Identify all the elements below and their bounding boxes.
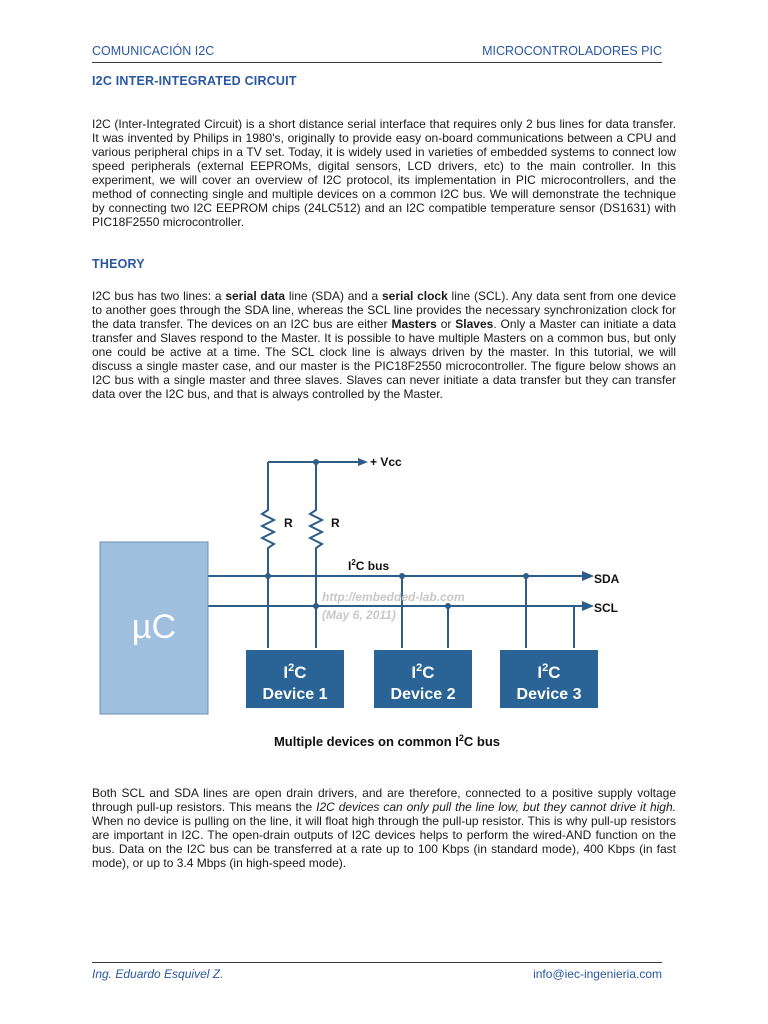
watermark-date: (May 6, 2011) — [322, 608, 396, 622]
sda-arrowhead — [582, 571, 594, 581]
resistor-2-label: R — [331, 516, 340, 530]
header-right-title: MICROCONTROLADORES PIC — [482, 44, 662, 58]
device-1-title: $I^2C$ — [283, 662, 307, 682]
device-3-name: Device 3 — [516, 686, 582, 703]
i2c-bus-diagram — [92, 446, 682, 756]
microcontroller-label: µC — [131, 608, 177, 646]
device-2-name: Device 2 — [390, 686, 456, 703]
pullup-resistor-1 — [262, 506, 274, 576]
closing-paragraph: Both SCL and SDA lines are open drain drivers, and are therefore, connected to a positive supply voltage through pull-up resistors. This means the I2C devices can only pull the line low, but they cannot drive it high. When no device is pulling on the line, it will float high through the pull-up resistor. This is why pull-up resistors are important in I2C. The open-drain outputs of I2C devices helps to perform the wired-AND function on the bus. Data on the I2C bus can be transferred at a rate up to 100 Kbps (in standard mode), 400 Kbps (in fast mode), or up to 3.4 Mbps (in high-speed mode). — [92, 786, 676, 870]
pullup-resistor-2 — [310, 506, 322, 606]
theory-heading: THEORY — [92, 257, 145, 271]
device-2-title: $I^2C$ — [411, 662, 435, 682]
footer-author: Ing. Eduardo Esquivel Z. — [92, 967, 224, 981]
theory-paragraph: I2C bus has two lines: a serial data line (SDA) and a serial clock line (SCL). Any data sent from one device to another goes through the SDA line, whereas the SCL line provides the necessary synchronization clock for the data transfer. The devices on an I2C bus are either Masters or Slaves. Only a Master can initiate a data transfer and Slaves respond to the Master. It is possible to have multiple Masters on a common bus, but only one could be active at a time. The SCL clock line is always driven by the master. In this tutorial, we will discuss a single master case, and our master is the PIC18F2550 microcontroller. The figure below shows an I2C bus with a single master and three slaves. Slaves can never initiate a data transfer but they can transfer data over the I2C bus, and that is always controlled by the Master. — [92, 289, 677, 401]
resistor-1-label: R — [284, 516, 293, 530]
device-1-name: Device 1 — [262, 686, 328, 703]
vcc-label: + Vcc — [370, 455, 402, 469]
watermark-url: http://embedded-lab.com — [322, 590, 465, 604]
scl-label: SCL — [594, 601, 618, 615]
scl-arrowhead — [582, 601, 594, 611]
device-3-title: $I^2C$ — [537, 662, 561, 682]
header-left-title: COMUNICACIÓN I2C — [92, 44, 215, 58]
page-header — [92, 42, 662, 63]
vcc-arrowhead — [358, 458, 368, 466]
bus-label: $I^2C$ bus — [348, 558, 390, 573]
document-title: I2C INTER-INTEGRATED CIRCUIT — [92, 74, 297, 88]
sda-label: SDA — [594, 572, 620, 586]
page-footer — [92, 962, 662, 985]
footer-email: info@iec-ingenieria.com — [533, 967, 662, 981]
diagram-caption: Multiple devices on common $I^2C$ bus — [273, 733, 501, 749]
intro-paragraph: I2C (Inter-Integrated Circuit) is a short distance serial interface that requires only 2 bus lines for data transfer. It was invented by Philips in 1980's, originally to provide easy on-board communications between a CPU and various peripheral chips in a TV set. Today, it is widely used in varieties of embedded systems to connect low speed peripherals (external EEPROMs, digital sensors, LCD drivers, etc) to the main controller. In this experiment, we will cover an overview of I2C protocol, its implementation in PIC microcontrollers, and the method of connecting single and multiple devices on a common I2C bus. We will demonstrate the technique by connecting two I2C EEPROM chips (24LC512) and an I2C compatible temperature sensor (DS1631) with PIC18F2550 microcontroller. — [92, 117, 676, 229]
